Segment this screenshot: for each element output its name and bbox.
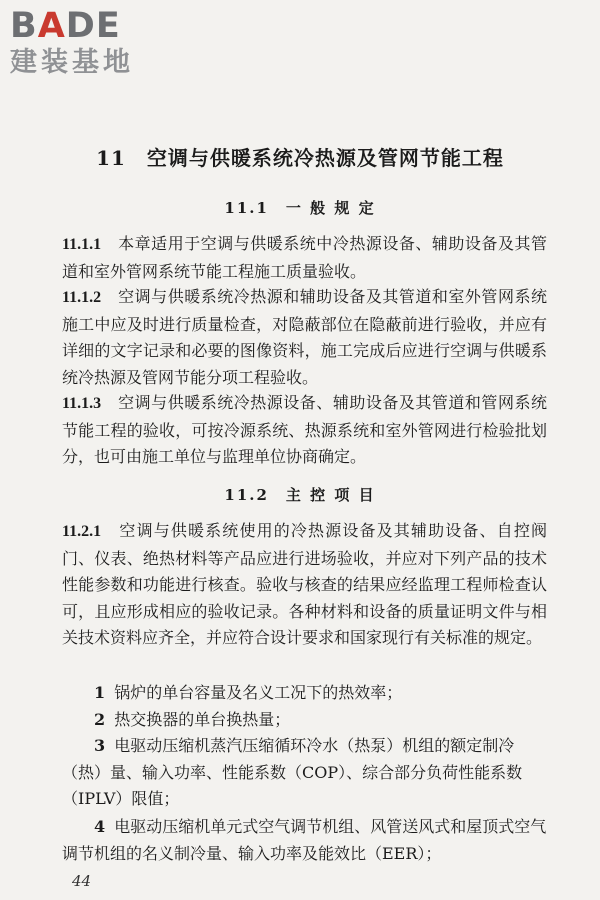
list-item-number: 3 bbox=[94, 736, 106, 755]
list-item-number: 4 bbox=[94, 817, 106, 836]
clause-text: 本章适用于空调与供暖系统中冷热源设备、辅助设备及其管道和室外管网系统节能工程施工质量验收。 bbox=[62, 234, 547, 281]
list-item bbox=[62, 680, 547, 707]
logo-letter-1: B bbox=[10, 6, 38, 46]
list-item-text: 电驱动压缩机蒸汽压缩循环冷水（热泵）机组的额定制冷（热）量、输入功率、性能系数（COP）、综合部分负荷性能系数（IPLV）限值； bbox=[62, 736, 523, 808]
logo-letter-accent: A bbox=[37, 6, 66, 46]
list-item-number: 2 bbox=[94, 710, 106, 729]
clause-number: 11.1.3 bbox=[62, 395, 102, 412]
list-item-text: 热交换器的单台换热量； bbox=[114, 710, 291, 729]
list-item bbox=[62, 814, 547, 867]
clause-paragraph bbox=[62, 518, 547, 652]
logo-letter-rest: DE bbox=[65, 6, 121, 46]
list-item-text: 电驱动压缩机单元式空气调节机组、风管送风式和屋顶式空气调节机组的名义制冷量、输入功率及能效比（EER）； bbox=[62, 817, 547, 863]
list-item-text: 锅炉的单台容量及名义工况下的热效率； bbox=[114, 683, 403, 702]
bade-logo bbox=[10, 6, 134, 80]
logo-wordmark bbox=[10, 6, 134, 46]
list-item-number: 1 bbox=[94, 683, 106, 702]
clause-paragraph bbox=[62, 390, 547, 471]
clause-paragraph bbox=[62, 231, 547, 285]
chapter-title: 11 空调与供暖系统冷热源及管网节能工程 bbox=[96, 146, 504, 170]
clause-paragraph bbox=[62, 284, 547, 391]
clause-number: 11.1.1 bbox=[62, 236, 102, 253]
list-item bbox=[62, 733, 547, 813]
clause-text: 空调与供暖系统冷热源和辅助设备及其管道和室外管网系统施工中应及时进行质量检查，对隐蔽部位在隐蔽前进行验收，并应有详细的文字记录和必要的图像资料，施工完成后应进行空调与供暖系统冷热源及管网节能分项工程验收。 bbox=[62, 287, 547, 387]
list-item bbox=[62, 707, 547, 734]
clause-text: 空调与供暖系统使用的冷热源设备及其辅助设备、自控阀门、仪表、绝热材料等产品应进行进场验收，并应对下列产品的技术性能参数和功能进行核查。验收与核查的结果应经监理工程师检查认可，且应形成相应的验收记录。各种材料和设备的质量证明文件与相关技术资料应齐全，并应符合设计要求和国家现行有关标准的规定。 bbox=[62, 521, 547, 647]
clause-text: 空调与供暖系统冷热源设备、辅助设备及其管道和管网系统节能工程的验收，可按冷源系统、热源系统和室外管网进行检验批划分，也可由施工单位与监理单位协商确定。 bbox=[62, 393, 547, 466]
section-title: 11.1 一 般 规 定 bbox=[224, 199, 376, 217]
section-title: 11.2 主 控 项 目 bbox=[224, 486, 376, 504]
logo-subtitle: 建装基地 bbox=[10, 47, 134, 78]
clause-number: 11.2.1 bbox=[62, 523, 102, 540]
page-number: 44 bbox=[72, 872, 92, 890]
clause-number: 11.1.2 bbox=[62, 289, 102, 306]
